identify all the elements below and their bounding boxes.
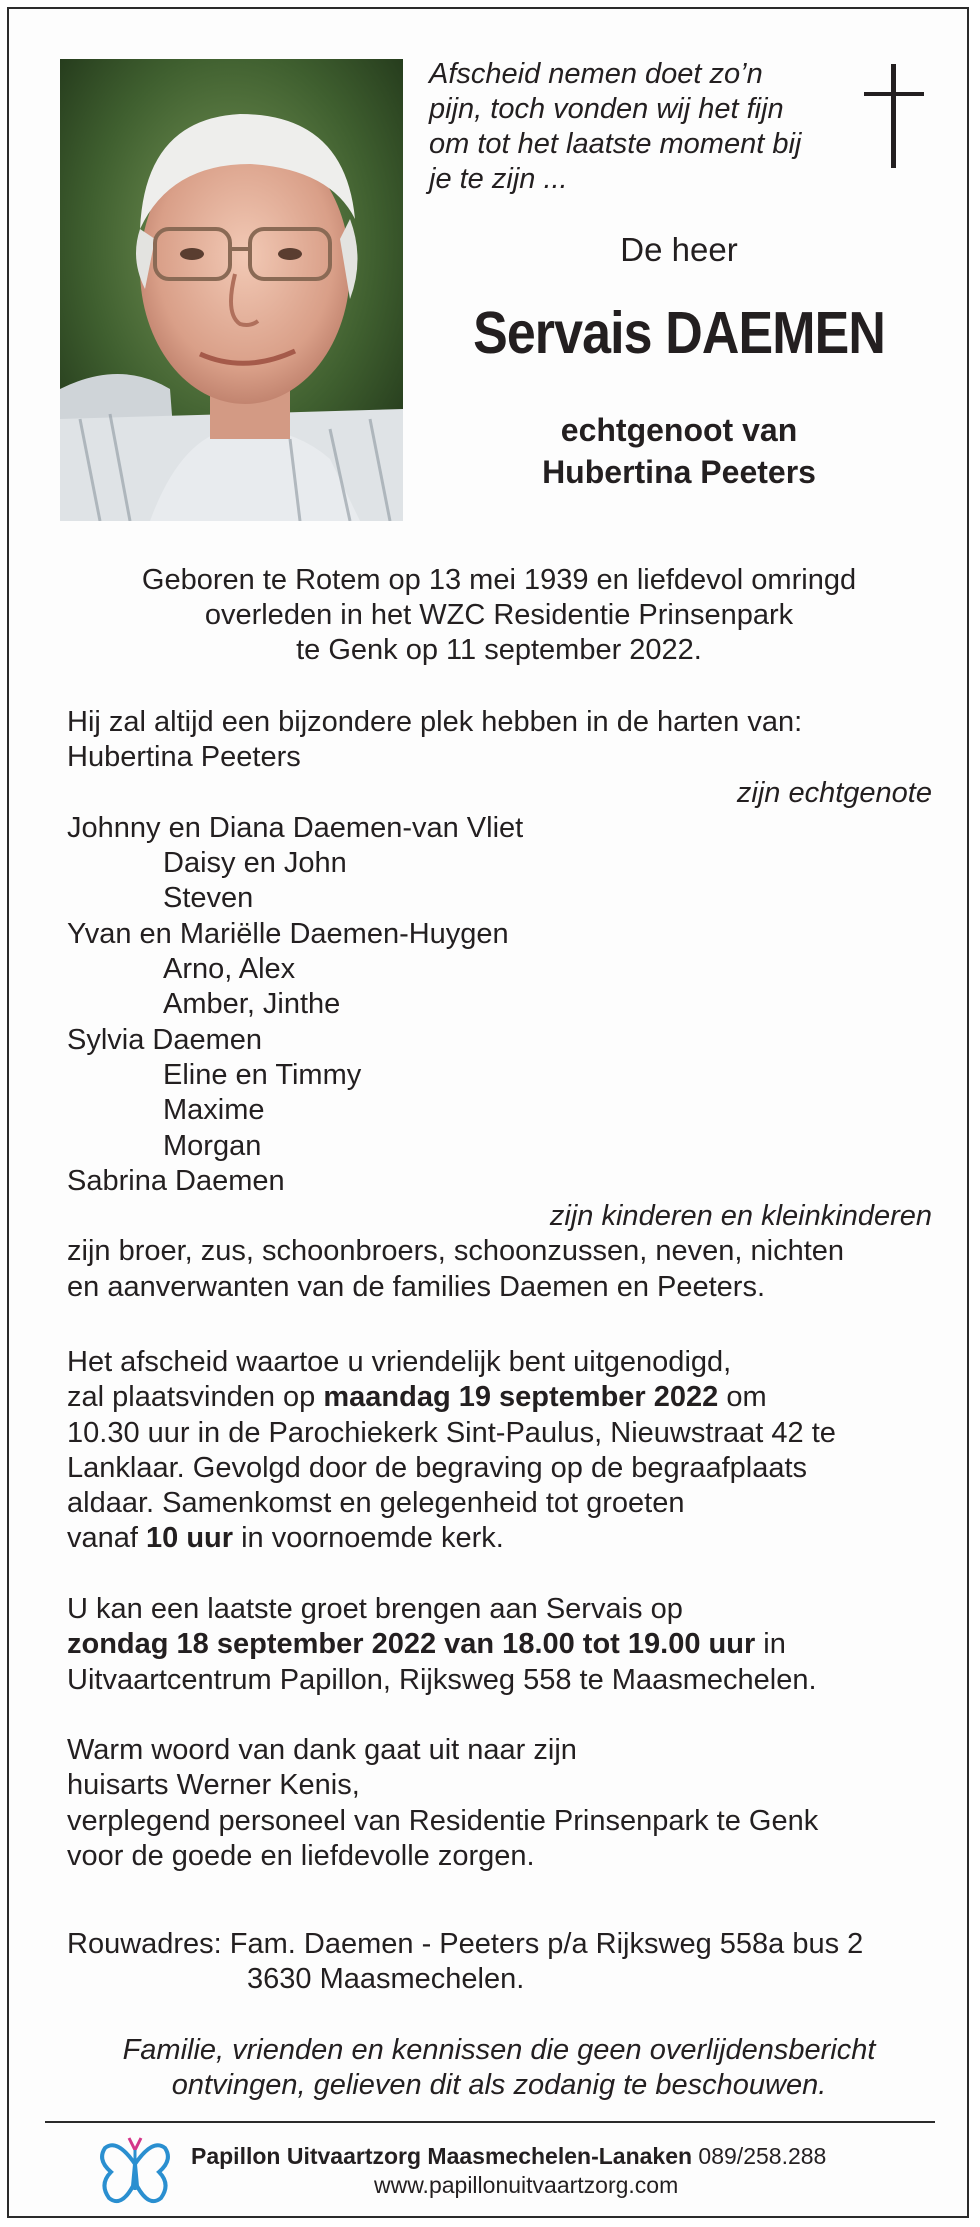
quote-line: je te zijn ... [429, 163, 568, 195]
funeral-line: vanaf 10 uur in voornoemde kerk. [67, 1522, 504, 1555]
undertaker-name: Papillon Uitvaartzorg Maasmechelen-Lanaken [191, 2143, 693, 2169]
visitation-info [67, 1592, 932, 1698]
spouse-relation: echtgenoot van [560, 412, 798, 448]
birth-death-info [49, 563, 949, 668]
quote-line: pijn, toch vonden wij het fijn [429, 93, 784, 125]
undertaker-website[interactable]: www.papillonuitvaartzorg.com [374, 2172, 679, 2198]
address-line: 3630 Maasmechelen. [247, 1963, 525, 1996]
thanks-line: verplegend personeel van Residentie Prinsenpark te Genk [67, 1804, 819, 1837]
funeral-line: 10.30 uur in de Parochiekerk Sint-Paulus, Nieuwstraat 42 te [67, 1416, 836, 1449]
child-name: Sylvia Daemen [67, 1023, 263, 1056]
grandchild-name: Daisy en John [163, 847, 347, 880]
undertaker-info [191, 2143, 826, 2170]
visit-line: zondag 18 september 2022 van 18.00 tot 19.00 uur in [67, 1628, 786, 1661]
wife-name: Hubertina Peeters [67, 741, 301, 774]
quote-line: om tot het laatste moment bij [429, 128, 802, 160]
undertaker-phone: 089/258.288 [692, 2143, 827, 2169]
thanks-line: Warm woord van dank gaat uit naar zijn [67, 1734, 577, 1766]
birth-line: te Genk op 11 september 2022. [296, 634, 702, 666]
birth-line: overleden in het WZC Residentie Prinsenpark [204, 599, 794, 631]
funeral-line: Het afscheid waartoe u vriendelijk bent uitgenodigd, [67, 1346, 732, 1378]
family-intro: Hij zal altijd een bijzondere plek hebben in de harten van: [67, 706, 803, 738]
child-name: Sabrina Daemen [67, 1164, 285, 1197]
grandchild-name: Arno, Alex [163, 953, 296, 986]
wife-role: zijn echtgenote [736, 776, 932, 809]
footer-divider [45, 2121, 935, 2123]
opening-quote [429, 57, 869, 197]
funeral-line: zal plaatsvinden op maandag 19 september 2022 om [67, 1381, 767, 1414]
notice-line: ontvingen, gelieven dit als zodanig te beschouwen. [171, 2069, 827, 2101]
thanks-line: voor de goede en liefdevolle zorgen. [67, 1839, 535, 1872]
grandchild-name: Eline en Timmy [163, 1058, 362, 1091]
relatives-line: zijn broer, zus, schoonbroers, schoonzussen, neven, nichten [67, 1235, 845, 1268]
spouse-name: Hubertina Peeters [542, 454, 816, 490]
butterfly-logo-icon [97, 2134, 173, 2217]
spouse-info [429, 409, 929, 493]
family-list [67, 705, 932, 1305]
address-line: Rouwadres: Fam. Daemen - Peeters p/a Rijksweg 558a bus 2 [67, 1928, 864, 1960]
funeral-line: aldaar. Samenkomst en gelegenheid tot groeten [67, 1487, 685, 1520]
children-role: zijn kinderen en kleinkinderen [549, 1200, 932, 1233]
funeral-line: Lanklaar. Gevolgd door de begraving op de begraafplaats [67, 1451, 808, 1484]
grandchild-name: Maxime [163, 1094, 265, 1127]
visit-line: Uitvaartcentrum Papillon, Rijksweg 558 te Maasmechelen. [67, 1663, 817, 1696]
thanks-info [67, 1733, 932, 1874]
relatives-line: en aanverwanten van de families Daemen en Peeters. [67, 1270, 766, 1303]
quote-line: Afscheid nemen doet zo’n [429, 58, 763, 90]
grandchild-name: Steven [163, 882, 254, 915]
obituary-card [7, 7, 969, 2218]
visit-date: zondag 18 september 2022 van 18.00 tot 19.00 uur [67, 1628, 756, 1661]
salutation: De heer [620, 231, 738, 268]
birth-line: Geboren te Rotem op 13 mei 1939 en liefdevol omringd [141, 564, 857, 596]
grandchild-name: Morgan [163, 1129, 262, 1162]
child-name: Johnny en Diana Daemen-van Vliet [67, 811, 524, 844]
portrait-photo [60, 59, 403, 521]
notice-text [39, 2033, 959, 2103]
notice-line: Familie, vrienden en kennissen die geen overlijdensbericht [122, 2034, 876, 2066]
funeral-info [67, 1345, 932, 1557]
mourning-address [67, 1927, 932, 1998]
child-name: Yvan en Mariëlle Daemen-Huygen [67, 917, 509, 950]
grandchild-name: Amber, Jinthe [163, 988, 341, 1021]
visit-line: U kan een laatste groet brengen aan Servais op [67, 1593, 683, 1625]
deceased-name: Servais DAEMEN [473, 300, 885, 366]
gathering-time: 10 uur [146, 1522, 234, 1555]
cross-icon [864, 64, 924, 173]
thanks-line: huisarts Werner Kenis, [67, 1769, 360, 1802]
funeral-date: maandag 19 september 2022 [323, 1381, 719, 1414]
